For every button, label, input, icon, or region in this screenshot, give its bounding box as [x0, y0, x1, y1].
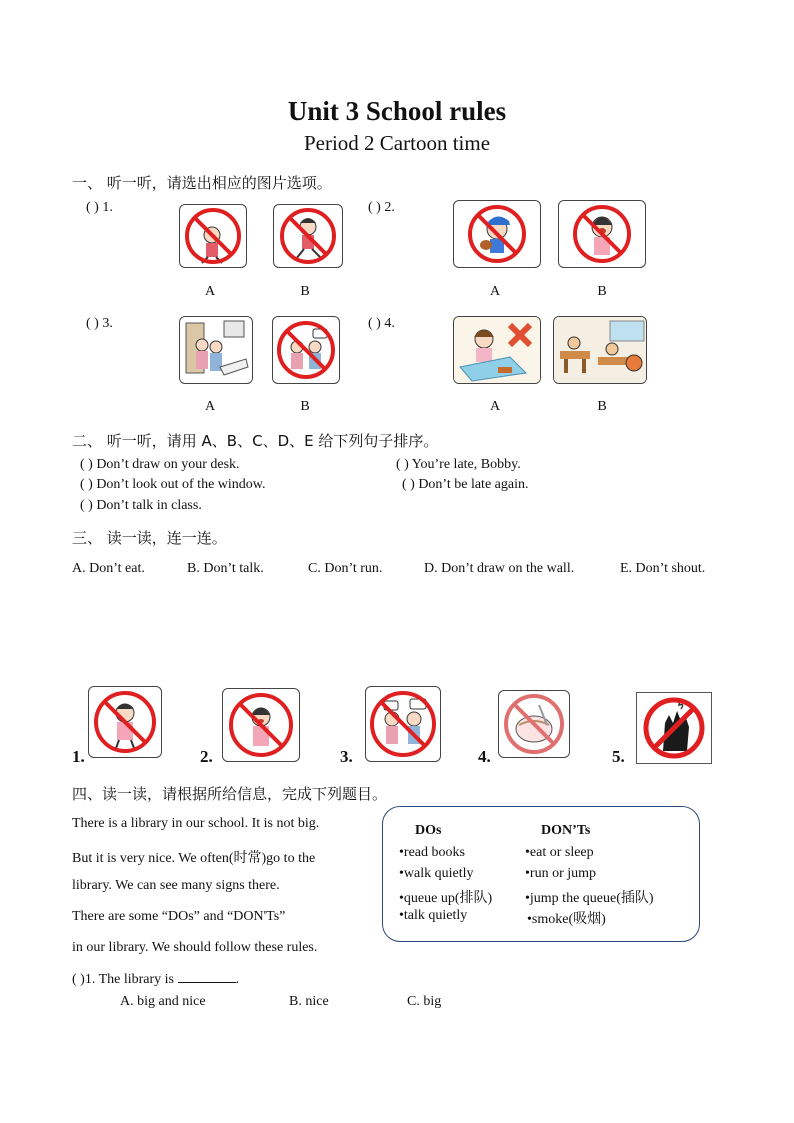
q4-label: ( ) 4.: [368, 316, 395, 331]
passage-line-1: There is a library in our school. It is not big.: [72, 816, 320, 831]
s3-sign-2-image[interactable]: [222, 688, 300, 762]
s2-sentence-4: ( ) You’re late, Bobby.: [396, 457, 521, 472]
s3-number-3: 3.: [340, 747, 353, 766]
dos-item-3: •queue up(排队): [399, 891, 493, 906]
s3-option-d: D. Don’t draw on the wall.: [424, 561, 575, 576]
q4-option-b-letter: B: [597, 399, 607, 414]
q2-option-a-letter: A: [489, 284, 501, 299]
q1-option-b-image[interactable]: [273, 204, 343, 268]
passage-line-2: But it is very nice. We often(时常)go to the: [72, 851, 316, 866]
s3-sign-5-image[interactable]: [636, 692, 712, 764]
s3-option-c: C. Don’t run.: [308, 561, 383, 576]
q4-option-b-image[interactable]: [553, 316, 647, 384]
q1-option-b-letter: B: [300, 284, 310, 299]
passage-line-5: in our library. We should follow these rules.: [72, 940, 318, 955]
question-1-period: .: [235, 972, 239, 987]
question-1-text: ( )1. The library is: [72, 972, 174, 987]
choice-c: C. big: [407, 994, 442, 1009]
q2-option-b-image[interactable]: [558, 200, 646, 268]
section2-heading: 二、 听一听，请用 A、B、C、D、E 给下列句子排序。: [72, 432, 439, 450]
q1-option-a-letter: A: [204, 284, 216, 299]
rules-box: [382, 806, 700, 942]
section4-heading: 四、读一读，请根据所给信息，完成下列题目。: [72, 785, 388, 803]
donts-item-3: •jump the queue(插队): [525, 891, 654, 906]
question-1: [72, 970, 239, 988]
donts-title: DON’Ts: [541, 823, 591, 838]
dos-item-1: •read books: [399, 845, 465, 860]
donts-item-4: •smoke(吸烟): [527, 912, 606, 927]
passage-line-4: There are some “DOs” and “DON'Ts”: [72, 909, 286, 924]
q3-option-a-image[interactable]: [179, 316, 253, 384]
page-title: Unit 3 School rules: [287, 96, 507, 126]
donts-item-1: •eat or sleep: [525, 845, 594, 860]
s2-sentence-3: ( ) Don’t talk in class.: [80, 498, 202, 513]
s3-number-2: 2.: [200, 747, 213, 766]
dos-title: DOs: [415, 823, 442, 838]
s2-sentence-5: ( ) Don’t be late again.: [402, 477, 529, 492]
q2-option-b-letter: B: [597, 284, 607, 299]
q4-option-a-letter: A: [489, 399, 501, 414]
dos-item-2: •walk quietly: [399, 866, 474, 881]
dos-item-4: •talk quietly: [399, 908, 468, 923]
s3-sign-3-image[interactable]: [365, 686, 441, 762]
passage-line-3: library. We can see many signs there.: [72, 878, 280, 893]
donts-item-2: •run or jump: [525, 866, 597, 881]
s2-sentence-2: ( ) Don’t look out of the window.: [80, 477, 266, 492]
choice-b: B. nice: [289, 994, 329, 1009]
s3-option-b: B. Don’t talk.: [187, 561, 264, 576]
s3-number-5: 5.: [612, 747, 625, 766]
page-subtitle: Period 2 Cartoon time: [303, 131, 491, 155]
s3-number-4: 4.: [478, 747, 491, 766]
q2-label: ( ) 2.: [368, 200, 395, 215]
q2-option-a-image[interactable]: [453, 200, 541, 268]
q1-label: ( ) 1.: [86, 200, 113, 215]
s3-option-a: A. Don’t eat.: [72, 561, 145, 576]
s3-sign-1-image[interactable]: [88, 686, 162, 758]
section3-heading: 三、 读一读，连一连。: [72, 529, 227, 547]
choice-a: A. big and nice: [120, 994, 206, 1009]
s3-sign-4-image[interactable]: [498, 690, 570, 758]
q3-option-b-image[interactable]: [272, 316, 340, 384]
q3-option-b-letter: B: [300, 399, 310, 414]
s3-number-1: 1.: [72, 747, 85, 766]
s2-sentence-1: ( ) Don’t draw on your desk.: [80, 457, 240, 472]
q1-option-a-image[interactable]: [179, 204, 247, 268]
section1-heading: 一、 听一听，请选出相应的图片选项。: [72, 174, 332, 192]
q3-label: ( ) 3.: [86, 316, 113, 331]
q4-option-a-image[interactable]: [453, 316, 541, 384]
answer-blank[interactable]: [178, 970, 236, 983]
q3-option-a-letter: A: [204, 399, 216, 414]
s3-option-e: E. Don’t shout.: [620, 561, 706, 576]
